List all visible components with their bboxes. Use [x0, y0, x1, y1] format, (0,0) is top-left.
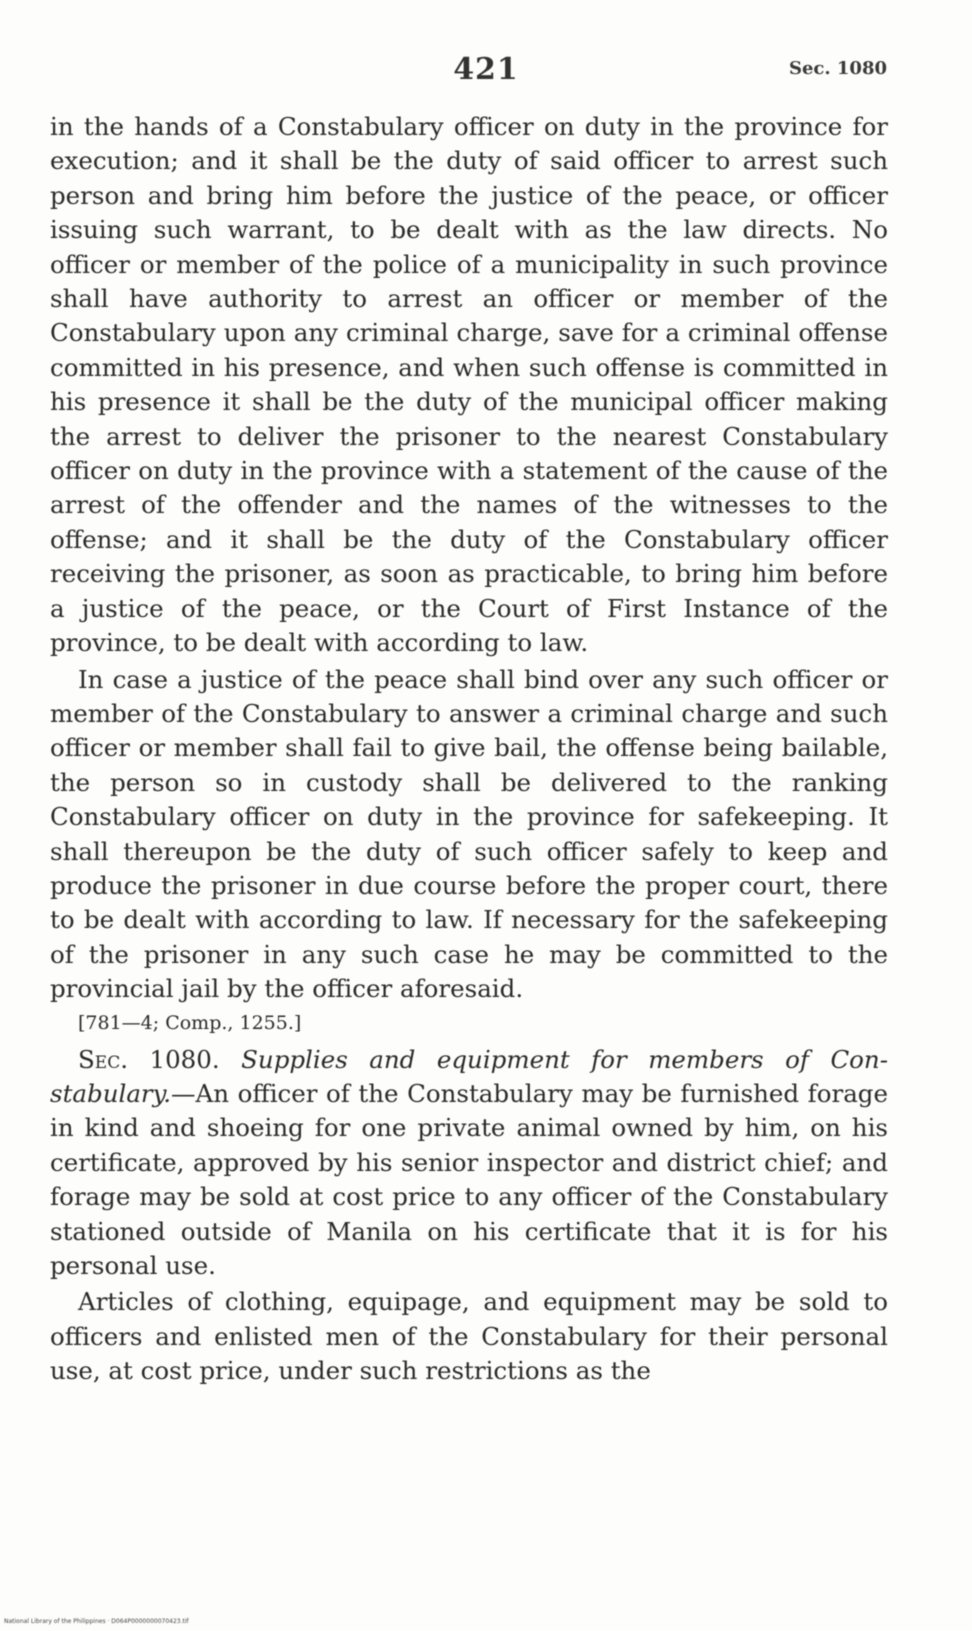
section-label: Sec. 1080. [78, 1044, 220, 1074]
page-number: 421 [453, 52, 519, 87]
citation: [781—4; Comp., 1255.] [78, 1011, 302, 1034]
running-section-header: Sec. 1080 [788, 58, 887, 79]
paragraph-clothing: Articles of clothing, equipage, and equipment may be sold to officers and enlisted men of the Constabulary for their personal use, at cost price, under such restrictions as the [50, 1287, 888, 1386]
scan-footer: National Library of the Philippines · D064P0000000070423.tif [4, 1618, 189, 1625]
section-title: Supplies and equipment for members of Constabulary. [50, 1044, 888, 1108]
paragraph-section-1080 [50, 1043, 888, 1284]
body-text [50, 110, 888, 1389]
paragraph-bail: In case a justice of the peace shall bind over any such officer or member of the Constabulary to answer a criminal charge and such officer or member shall fail to give bail, the offense being bailable, the person so in custody shall be delivered to the ranking Constabulary officer on duty in the province for safekeeping. It shall thereupon be the duty of such officer safely to keep and produce the prisoner in due course before the proper court, there to be dealt with according to law. If necessary for the safekeeping of the prisoner in any such case he may be committed to the provincial jail by the officer aforesaid. [50, 664, 888, 1004]
paragraph-continuation: in the hands of a Constabulary officer on duty in the province for execution; and it shall be the duty of said officer to arrest such person and bring him before the justice of the peace, or officer issuing such warrant, to be dealt with as the law directs. No officer or member of the police of a municipality in such province shall have authority to arrest an officer or member of the Constabulary upon any criminal charge, save for a criminal offense committed in his presence, and when such offense is committed in his presence it shall be the duty of the municipal officer making the arrest to deliver the prisoner to the nearest Constabulary officer on duty in the province with a statement of the cause of the arrest of the offender and the names of the witnesses to the offense; and it shall be the duty of the Constabulary officer receiving the prisoner, as soon as practicable, to bring him before a justice of the peace, or the Court of First Instance of the province, to be dealt with according to law. [50, 112, 888, 658]
section-text: —An officer of the Constabulary may be furnished forage in kind and shoeing for one private animal owned by him, on his certificate, approved by his senior inspector and district chief; and forage may be sold at cost price to any officer of the Constabulary stationed outside of Manila on his certificate that it is for his personal use. [50, 1078, 888, 1280]
